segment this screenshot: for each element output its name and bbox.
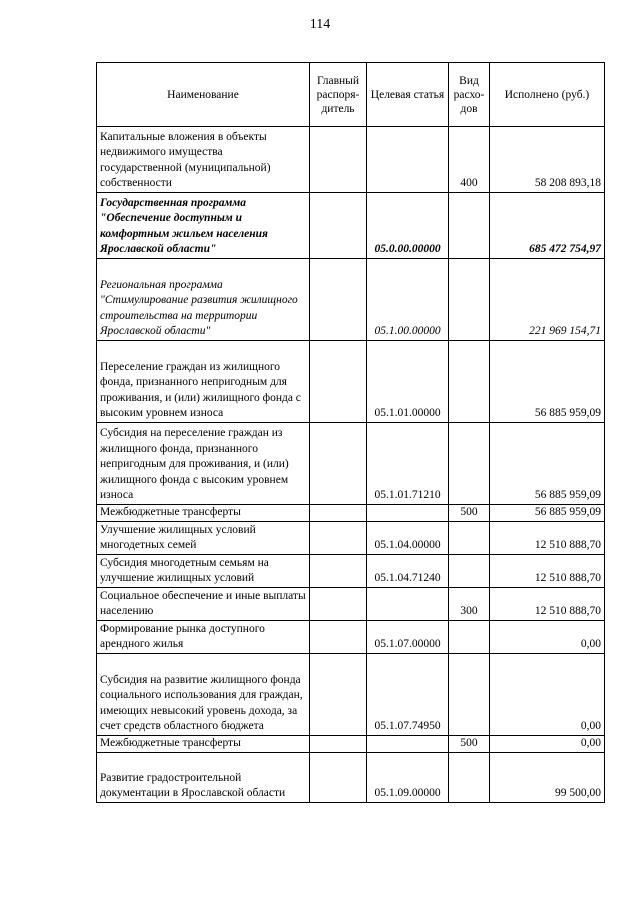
cell-executed: 99 500,00 xyxy=(490,753,605,803)
cell-executed: 685 472 754,97 xyxy=(490,193,605,259)
cell-executed: 0,00 xyxy=(490,736,605,753)
cell-executed: 56 885 959,09 xyxy=(490,341,605,423)
cell-target-article: 05.1.07.00000 xyxy=(367,621,449,654)
header-target-article: Целевая статья xyxy=(367,63,449,127)
table-row xyxy=(97,736,605,753)
cell-name: Межбюджетные трансферты xyxy=(97,736,310,753)
cell-executed: 12 510 888,70 xyxy=(490,555,605,588)
cell-main-manager xyxy=(310,259,367,341)
cell-target-article: 05.1.09.00000 xyxy=(367,753,449,803)
cell-executed: 0,00 xyxy=(490,654,605,736)
table-body xyxy=(97,127,605,803)
cell-target-article: 05.1.01.71210 xyxy=(367,423,449,505)
cell-name: Социальное обеспечение и иные выплаты населению xyxy=(97,588,310,621)
cell-target-article xyxy=(367,588,449,621)
cell-expense-type xyxy=(449,341,490,423)
cell-expense-type: 300 xyxy=(449,588,490,621)
header-expense-type: Вид расхо- дов xyxy=(449,63,490,127)
cell-main-manager xyxy=(310,522,367,555)
table-row xyxy=(97,193,605,259)
cell-main-manager xyxy=(310,127,367,193)
cell-executed: 58 208 893,18 xyxy=(490,127,605,193)
cell-expense-type xyxy=(449,654,490,736)
header-name: Наименование xyxy=(97,63,310,127)
cell-target-article: 05.1.00.00000 xyxy=(367,259,449,341)
cell-main-manager xyxy=(310,736,367,753)
cell-expense-type: 500 xyxy=(449,736,490,753)
table-row xyxy=(97,588,605,621)
cell-target-article: 05.1.04.71240 xyxy=(367,555,449,588)
cell-main-manager xyxy=(310,423,367,505)
cell-expense-type: 500 xyxy=(449,505,490,522)
cell-target-article: 05.0.00.00000 xyxy=(367,193,449,259)
cell-executed: 56 885 959,09 xyxy=(490,423,605,505)
header-main-manager: Главный распоря- дитель xyxy=(310,63,367,127)
table-row xyxy=(97,505,605,522)
cell-expense-type xyxy=(449,753,490,803)
page-number: 114 xyxy=(309,17,331,32)
cell-expense-type xyxy=(449,555,490,588)
cell-main-manager xyxy=(310,654,367,736)
cell-main-manager xyxy=(310,588,367,621)
table-header-row xyxy=(97,63,605,127)
cell-name: Субсидия многодетным семьям на улучшение жилищных условий xyxy=(97,555,310,588)
cell-expense-type xyxy=(449,621,490,654)
cell-expense-type xyxy=(449,259,490,341)
cell-main-manager xyxy=(310,753,367,803)
cell-expense-type xyxy=(449,522,490,555)
table-row xyxy=(97,341,605,423)
cell-target-article: 05.1.04.00000 xyxy=(367,522,449,555)
cell-name: Капитальные вложения в объекты недвижимого имущества государственной (муниципальной) собственности xyxy=(97,127,310,193)
cell-name: Региональная программа "Стимулирование развития жилищного строительства на территории Ярославской области" xyxy=(97,259,310,341)
cell-target-article: 05.1.07.74950 xyxy=(367,654,449,736)
cell-name: Формирование рынка доступного арендного жилья xyxy=(97,621,310,654)
cell-name: Межбюджетные трансферты xyxy=(97,505,310,522)
table-row xyxy=(97,423,605,505)
cell-main-manager xyxy=(310,505,367,522)
table-row xyxy=(97,127,605,193)
cell-name: Улучшение жилищных условий многодетных семей xyxy=(97,522,310,555)
budget-table xyxy=(96,62,605,803)
cell-target-article xyxy=(367,505,449,522)
cell-target-article: 05.1.01.00000 xyxy=(367,341,449,423)
cell-name: Развитие градостроительной документации в Ярославской области xyxy=(97,753,310,803)
table-row xyxy=(97,522,605,555)
header-executed: Исполнено (руб.) xyxy=(490,63,605,127)
table-row xyxy=(97,654,605,736)
cell-main-manager xyxy=(310,621,367,654)
cell-main-manager xyxy=(310,341,367,423)
cell-name: Переселение граждан из жилищного фонда, признанного непригодным для проживания, и (или) жилищного фонда с высоким уровнем износа xyxy=(97,341,310,423)
cell-expense-type xyxy=(449,423,490,505)
cell-executed: 56 885 959,09 xyxy=(490,505,605,522)
cell-main-manager xyxy=(310,555,367,588)
cell-executed: 12 510 888,70 xyxy=(490,588,605,621)
cell-name: Субсидия на развитие жилищного фонда социального использования для граждан, имеющих невысокий уровень дохода, за счет средств областного бюджета xyxy=(97,654,310,736)
table-row xyxy=(97,753,605,803)
cell-name: Субсидия на переселение граждан из жилищного фонда, признанного непригодным для проживания, и (или) жилищного фонда с высоким уровнем износа xyxy=(97,423,310,505)
table-row xyxy=(97,555,605,588)
cell-executed: 12 510 888,70 xyxy=(490,522,605,555)
table-row xyxy=(97,621,605,654)
cell-executed: 0,00 xyxy=(490,621,605,654)
cell-executed: 221 969 154,71 xyxy=(490,259,605,341)
cell-name: Государственная программа "Обеспечение доступным и комфортным жильем населения Ярославской области" xyxy=(97,193,310,259)
cell-target-article xyxy=(367,127,449,193)
cell-main-manager xyxy=(310,193,367,259)
cell-expense-type: 400 xyxy=(449,127,490,193)
cell-expense-type xyxy=(449,193,490,259)
table-row xyxy=(97,259,605,341)
cell-target-article xyxy=(367,736,449,753)
